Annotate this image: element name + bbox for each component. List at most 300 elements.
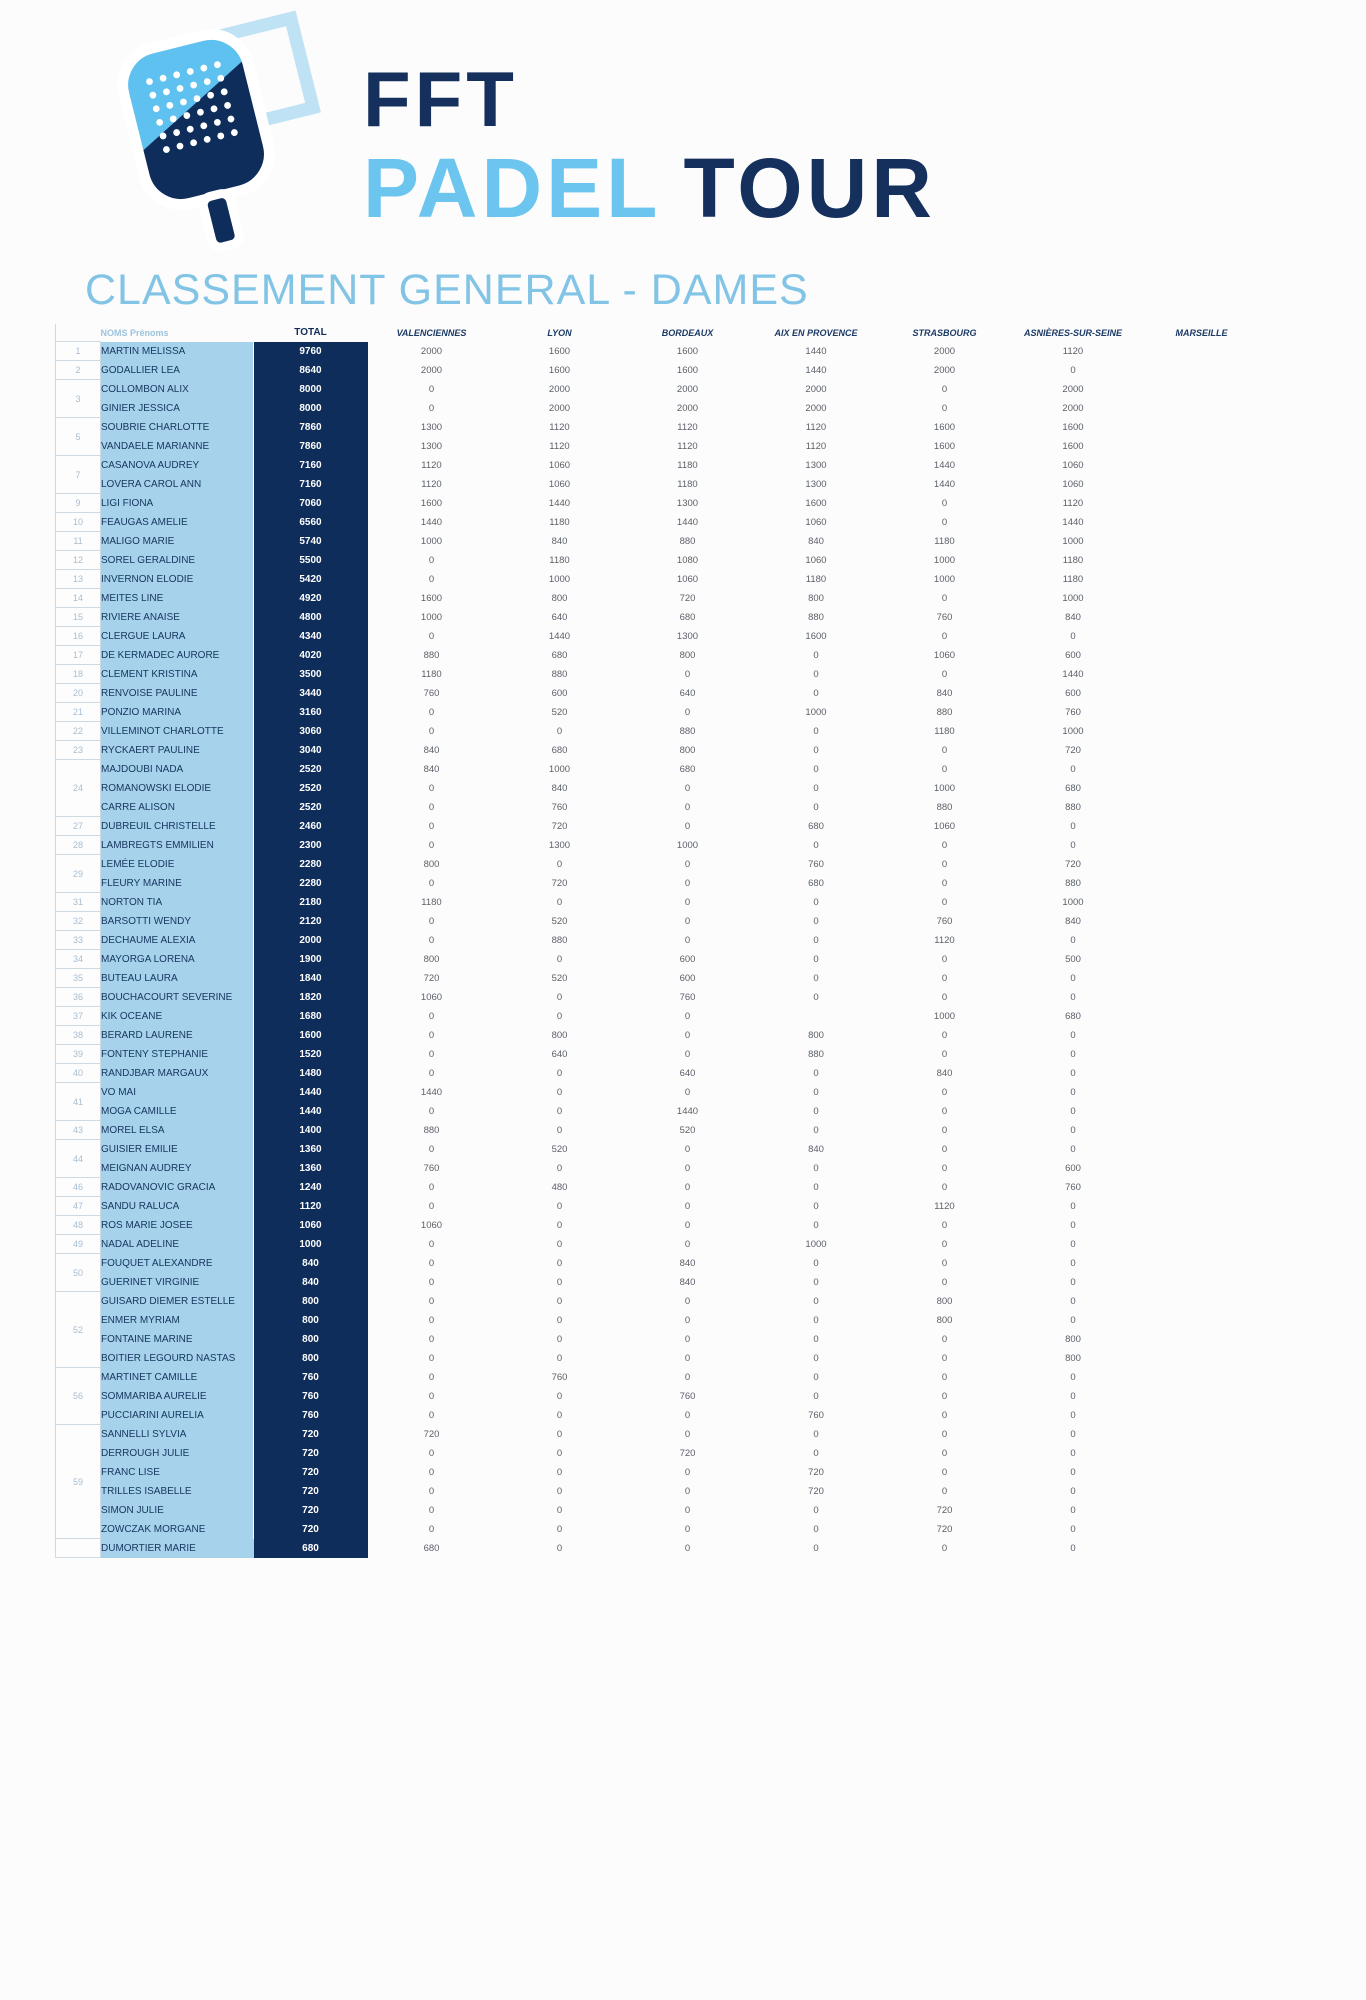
total-points: 1840 (254, 969, 368, 988)
tournament-points-cell: 880 (808, 1048, 824, 1060)
tournament-points-cell: 0 (1070, 630, 1076, 642)
tournament-points-cell (1138, 437, 1266, 456)
total-points: 840 (254, 1273, 368, 1292)
rank-cell: 28 (56, 836, 101, 855)
tournament-points-cell: 0 (813, 801, 819, 813)
tournament-points-cell: 1060 (805, 516, 827, 528)
tournament-points-cell: 0 (813, 1219, 819, 1231)
tournament-points-cell: 1600 (933, 421, 956, 433)
player-name: GUISARD DIEMER ESTELLE (101, 1292, 254, 1311)
player-name: TRILLES ISABELLE (101, 1482, 254, 1501)
tournament-points-cell: 0 (941, 1219, 948, 1231)
player-name: BERARD LAURENE (101, 1026, 254, 1045)
tournament-points-cell: 1300 (676, 497, 699, 509)
tournament-points-cell: 0 (684, 934, 691, 946)
tournament-points-cell: 0 (684, 1542, 691, 1554)
tournament-points-cell: 1120 (934, 1200, 955, 1212)
tournament-points-cell: 1440 (805, 364, 827, 376)
tournament-points-cell: 0 (428, 1352, 435, 1364)
tournament-points-cell: 0 (556, 1409, 563, 1421)
table-row (56, 1501, 1266, 1520)
rank-cell: 46 (56, 1178, 101, 1197)
tournament-points-cell (1138, 931, 1266, 950)
player-name: LIGI FIONA (101, 494, 254, 513)
table-row (56, 1140, 1266, 1159)
tournament-points-cell (1138, 342, 1266, 361)
tournament-points-cell: 0 (1070, 1048, 1076, 1060)
tournament-points-cell (1138, 665, 1266, 684)
table-row (56, 1083, 1266, 1102)
player-name: SOREL GERALDINE (101, 551, 254, 570)
tournament-points-cell: 0 (684, 1409, 691, 1421)
player-name: BOUCHACOURT SEVERINE (101, 988, 254, 1007)
tournament-points-cell: 0 (1070, 1086, 1076, 1098)
tournament-points-cell: 1000 (933, 554, 956, 566)
tournament-points-cell: 0 (1070, 1219, 1076, 1231)
table-row (56, 1311, 1266, 1330)
tournament-points-cell: 0 (813, 1200, 819, 1212)
tournament-points-cell: 0 (684, 1295, 691, 1307)
player-name: GODALLIER LEA (101, 361, 254, 380)
player-name: GUISIER EMILIE (101, 1140, 254, 1159)
tournament-points-cell: 840 (551, 782, 568, 794)
tournament-points-cell: 0 (556, 1067, 563, 1079)
tournament-points-cell: 0 (941, 592, 948, 604)
tournament-points-cell: 680 (1065, 1010, 1081, 1022)
tournament-points-cell: 0 (684, 1428, 691, 1440)
table-row (56, 475, 1266, 494)
player-name: COLLOMBON ALIX (101, 380, 254, 399)
tournament-points-cell: 1060 (933, 649, 956, 661)
player-name: SANNELLI SYLVIA (101, 1425, 254, 1444)
tournament-points-cell: 840 (1065, 611, 1081, 623)
tournament-points-cell (1138, 361, 1266, 380)
tournament-points-cell: 0 (556, 1200, 563, 1212)
logo-tour-text: TOUR (683, 141, 936, 235)
tournament-points-cell: 1000 (1062, 896, 1084, 908)
table-row (56, 1387, 1266, 1406)
rank-cell: 44 (56, 1140, 101, 1178)
tournament-points-cell: 1600 (1062, 421, 1084, 433)
rank-cell: 3 (56, 380, 101, 418)
tournament-points-cell: 480 (551, 1181, 568, 1193)
tournament-points-cell: 680 (423, 1542, 440, 1554)
tournament-points-cell: 0 (1070, 1257, 1076, 1269)
tournament-points-cell: 0 (813, 1276, 819, 1288)
player-name: RADOVANOVIC GRACIA (101, 1178, 254, 1197)
tournament-points-cell: 0 (684, 877, 691, 889)
tournament-points-cell: 0 (941, 668, 948, 680)
player-name: KIK OCEANE (101, 1007, 254, 1026)
rank-cell: 38 (56, 1026, 101, 1045)
tournament-points-cell: 0 (941, 1276, 948, 1288)
tournament-points-cell: 840 (423, 763, 440, 775)
tournament-points-cell: 0 (941, 1485, 948, 1497)
total-points: 1240 (254, 1178, 368, 1197)
tournament-points-cell: 1180 (934, 535, 955, 547)
tournament-points-cell: 720 (808, 1466, 824, 1478)
tournament-points-cell: 1000 (420, 535, 443, 547)
total-points: 2300 (254, 836, 368, 855)
tournament-points-cell: 800 (1065, 1352, 1081, 1364)
tournament-points-cell: 1600 (548, 345, 571, 357)
tournament-points-cell: 1300 (420, 421, 443, 433)
tournament-points-cell: 1440 (548, 497, 571, 509)
tournament-points-cell: 2000 (933, 345, 956, 357)
tournament-points-cell: 0 (556, 953, 563, 965)
tournament-points-cell: 0 (428, 1048, 435, 1060)
tournament-points-cell: 0 (1070, 1485, 1076, 1497)
total-column-header: TOTAL (294, 327, 327, 339)
total-points: 1360 (254, 1140, 368, 1159)
table-row (56, 798, 1266, 817)
tournament-points-cell: 0 (684, 1029, 691, 1041)
player-name: RYCKAERT PAULINE (101, 741, 254, 760)
total-points: 1000 (254, 1235, 368, 1254)
tournament-points-cell: 680 (808, 877, 824, 889)
tournament-points-cell: 0 (1070, 1143, 1076, 1155)
tournament-points-cell: 0 (1070, 1276, 1076, 1288)
tournament-points-cell: 880 (936, 706, 953, 718)
tournament-points-cell: 0 (684, 1086, 691, 1098)
tournament-points-cell: 1440 (676, 1105, 699, 1117)
tournament-points-cell: 0 (556, 1219, 563, 1231)
tournament-points-cell: 0 (813, 1333, 819, 1345)
total-points: 7160 (254, 456, 368, 475)
tournament-points-cell: 0 (813, 1352, 819, 1364)
total-points: 800 (254, 1349, 368, 1368)
tournament-points-cell: 840 (551, 535, 568, 547)
table-row (56, 513, 1266, 532)
tournament-points-cell: 0 (941, 1257, 948, 1269)
total-points: 3500 (254, 665, 368, 684)
table-row (56, 1520, 1266, 1539)
tournament-points-cell: 880 (423, 1124, 440, 1136)
table-row (56, 1406, 1266, 1425)
tournament-points-cell: 1060 (1062, 478, 1084, 490)
player-name: MALIGO MARIE (101, 532, 254, 551)
tournament-points-cell: 0 (941, 1371, 948, 1383)
player-name: LEMÉE ELODIE (101, 855, 254, 874)
tournament-points-cell: 0 (813, 1542, 819, 1554)
tournament-points-cell: 0 (684, 820, 691, 832)
player-name: CARRE ALISON (101, 798, 254, 817)
rank-cell: 37 (56, 1007, 101, 1026)
player-name: SOUBRIE CHARLOTTE (101, 418, 254, 437)
tournament-points-cell: 0 (556, 725, 563, 737)
tournament-points-cell (1138, 494, 1266, 513)
rank-cell: 49 (56, 1235, 101, 1254)
total-points: 8000 (254, 399, 368, 418)
rank-cell (56, 1539, 101, 1558)
tournament-points-cell: 1000 (933, 782, 956, 794)
tournament-points-cell: 0 (684, 1371, 691, 1383)
ranking-table (55, 324, 1266, 1558)
total-points: 1820 (254, 988, 368, 1007)
rank-cell: 1 (56, 342, 101, 361)
total-points: 3160 (254, 703, 368, 722)
player-name: CASANOVA AUDREY (101, 456, 254, 475)
tournament-points-cell: 0 (813, 896, 819, 908)
tournament-points-cell: 1440 (805, 345, 827, 357)
tournament-points-cell: 1120 (805, 440, 827, 452)
tournament-points-cell: 0 (556, 1162, 563, 1174)
tournament-points-cell: 640 (551, 1048, 568, 1060)
tournament-points-cell: 0 (428, 1105, 435, 1117)
tournament-points-cell: 1000 (1062, 592, 1084, 604)
rank-cell: 17 (56, 646, 101, 665)
rank-cell: 18 (56, 665, 101, 684)
tournament-points-cell: 720 (551, 877, 568, 889)
tournament-points-cell: 840 (808, 1143, 824, 1155)
tournament-points-cell: 0 (684, 1466, 691, 1478)
player-name: NORTON TIA (101, 893, 254, 912)
tournament-points-cell: 0 (1070, 820, 1076, 832)
table-row (56, 817, 1266, 836)
tournament-points-cell: 720 (423, 1428, 440, 1440)
tournament-points-cell: 720 (808, 1485, 824, 1497)
tournament-points-cell: 1440 (420, 516, 443, 528)
tournament-points-cell: 0 (684, 1523, 691, 1535)
rank-cell: 11 (56, 532, 101, 551)
tournament-points-cell: 1060 (933, 820, 956, 832)
rank-column-header (56, 324, 101, 342)
tournament-points-cell: 2000 (420, 345, 443, 357)
tournament-points-cell (1138, 1539, 1266, 1558)
tournament-points-cell: 0 (813, 1162, 819, 1174)
tournament-points-cell: 0 (556, 1352, 563, 1364)
tournament-points-cell: 1120 (677, 440, 698, 452)
tournament-points-cell: 800 (936, 1314, 953, 1326)
table-row (56, 1064, 1266, 1083)
table-row (56, 855, 1266, 874)
rank-cell: 34 (56, 950, 101, 969)
tournament-points-cell (1138, 380, 1266, 399)
table-row (56, 456, 1266, 475)
tournament-points-cell: 2000 (805, 402, 827, 414)
tournament-points-cell: 1300 (420, 440, 443, 452)
tournament-points-cell: 0 (813, 1314, 819, 1326)
tournament-points-cell: 0 (1070, 1371, 1076, 1383)
tournament-points-cell: 0 (813, 1504, 819, 1516)
logo-padel-text: PADEL (363, 141, 662, 235)
tournament-points-cell: 720 (679, 1447, 696, 1459)
tournament-points-cell: 0 (428, 915, 435, 927)
tournament-points-cell: 0 (1070, 1466, 1076, 1478)
player-name: MARTIN MELISSA (101, 342, 254, 361)
tournament-points-cell: 1600 (933, 440, 956, 452)
tournament-points-cell: 760 (1065, 706, 1081, 718)
tournament-points-cell: 0 (556, 1523, 563, 1535)
tournament-points-cell: 1120 (677, 421, 698, 433)
tournament-points-cell: 0 (428, 877, 435, 889)
tournament-points-cell: 0 (428, 1295, 435, 1307)
table-row (56, 684, 1266, 703)
tournament-points-cell: 880 (1065, 877, 1081, 889)
tournament-points-cell: 1440 (676, 516, 699, 528)
tournament-points-cell: 720 (1065, 858, 1081, 870)
tournament-points-cell: 0 (556, 896, 563, 908)
tournament-points-cell (1138, 1197, 1266, 1216)
tournament-points-cell: 0 (428, 706, 435, 718)
tournament-points-cell: 0 (428, 383, 435, 395)
player-name: ROS MARIE JOSEE (101, 1216, 254, 1235)
player-name: ROMANOWSKI ELODIE (101, 779, 254, 798)
total-points: 720 (254, 1482, 368, 1501)
tournament-points-cell: 0 (1070, 763, 1076, 775)
tournament-points-cell: 840 (423, 744, 440, 756)
tournament-points-cell (1138, 817, 1266, 836)
tournament-points-cell: 0 (941, 763, 948, 775)
tournament-points-cell: 0 (428, 1067, 435, 1079)
tournament-points-cell: 0 (556, 858, 563, 870)
tournament-points-cell: 840 (936, 687, 953, 699)
tournament-points-cell: 1120 (549, 421, 570, 433)
tournament-points-cell (1138, 589, 1266, 608)
tournament-points-cell: 0 (941, 1105, 948, 1117)
tournament-points-cell: 1120 (421, 478, 442, 490)
tournament-points-cell: 0 (428, 554, 435, 566)
tournament-points-cell: 0 (428, 1181, 435, 1193)
tournament-points-cell: 0 (813, 668, 819, 680)
tournament-points-cell: 720 (423, 972, 440, 984)
tournament-points-cell: 760 (808, 858, 824, 870)
table-row (56, 1216, 1266, 1235)
tournament-points-cell: 0 (941, 630, 948, 642)
tournament-points-cell: 720 (936, 1504, 953, 1516)
tournament-points-cell: 1060 (1062, 459, 1084, 471)
tournament-points-cell: 1120 (1062, 345, 1084, 357)
tournament-points-cell: 880 (679, 725, 696, 737)
tournament-points-cell: 0 (941, 1333, 948, 1345)
tournament-points-cell: 1180 (1062, 554, 1084, 566)
table-row (56, 760, 1266, 779)
tournament-points-cell (1138, 722, 1266, 741)
tournament-points-cell: 1060 (548, 478, 571, 490)
tournament-points-cell: 760 (551, 801, 568, 813)
tournament-points-cell (1138, 1368, 1266, 1387)
player-name: BUTEAU LAURA (101, 969, 254, 988)
city-column-header: AIX EN PROVENCE (774, 327, 858, 338)
tournament-points-cell: 520 (551, 915, 568, 927)
tournament-points-cell: 0 (556, 1447, 563, 1459)
total-points: 760 (254, 1387, 368, 1406)
tournament-points-cell: 1180 (805, 573, 827, 585)
rank-cell: 48 (56, 1216, 101, 1235)
tournament-points-cell: 0 (1070, 1542, 1076, 1554)
table-row (56, 1368, 1266, 1387)
tournament-points-cell: 1000 (548, 763, 571, 775)
total-points: 3060 (254, 722, 368, 741)
tournament-points-cell: 760 (423, 687, 440, 699)
tournament-points-cell: 0 (941, 1029, 948, 1041)
tournament-points-cell: 0 (813, 991, 819, 1003)
tournament-points-cell: 0 (428, 1010, 435, 1022)
city-column-header: VALENCIENNES (396, 327, 467, 338)
tournament-points-cell: 680 (679, 763, 696, 775)
rank-cell: 56 (56, 1368, 101, 1425)
tournament-points-cell (1138, 1292, 1266, 1311)
tournament-points-cell: 1000 (676, 839, 699, 851)
tournament-points-cell: 0 (813, 953, 819, 965)
tournament-points-cell: 2000 (676, 402, 699, 414)
tournament-points-cell: 0 (556, 1276, 563, 1288)
total-points: 2460 (254, 817, 368, 836)
tournament-points-cell: 0 (813, 1371, 819, 1383)
tournament-points-cell: 640 (679, 687, 696, 699)
total-points: 7060 (254, 494, 368, 513)
tournament-points-cell (1138, 703, 1266, 722)
rank-cell: 24 (56, 760, 101, 817)
rank-cell: 13 (56, 570, 101, 589)
tournament-points-cell: 640 (679, 1067, 696, 1079)
tournament-points-cell: 0 (684, 706, 691, 718)
tournament-points-cell: 1120 (421, 459, 442, 471)
total-points: 4920 (254, 589, 368, 608)
tournament-points-cell: 1120 (934, 934, 955, 946)
tournament-points-cell: 0 (1070, 934, 1076, 946)
tournament-points-cell: 0 (1070, 1067, 1076, 1079)
tournament-points-cell: 0 (684, 1162, 691, 1174)
player-name: ZOWCZAK MORGANE (101, 1520, 254, 1539)
table-row (56, 950, 1266, 969)
tournament-points-cell: 1440 (548, 630, 571, 642)
table-row (56, 1444, 1266, 1463)
ranking-table-body (56, 342, 1266, 1558)
tournament-points-cell: 0 (428, 801, 435, 813)
tournament-points-cell (1138, 627, 1266, 646)
rank-cell: 10 (56, 513, 101, 532)
total-points: 720 (254, 1520, 368, 1539)
rank-cell: 5 (56, 418, 101, 456)
tournament-points-cell: 0 (428, 1504, 435, 1516)
tournament-points-cell: 840 (679, 1276, 696, 1288)
tournament-points-cell (1138, 988, 1266, 1007)
tournament-points-cell: 0 (941, 1428, 948, 1440)
tournament-points-cell (1138, 1349, 1266, 1368)
total-points: 4020 (254, 646, 368, 665)
total-points: 2280 (254, 874, 368, 893)
player-name: MARTINET CAMILLE (101, 1368, 254, 1387)
rank-cell: 43 (56, 1121, 101, 1140)
tournament-points-cell: 520 (551, 972, 568, 984)
tournament-points-cell: 0 (941, 858, 948, 870)
tournament-points-cell: 0 (941, 1447, 948, 1459)
tournament-points-cell: 1180 (549, 516, 570, 528)
tournament-points-cell: 0 (941, 953, 948, 965)
tournament-points-cell: 0 (813, 1428, 819, 1440)
tournament-points-cell: 0 (1070, 1523, 1076, 1535)
tournament-points-cell: 800 (808, 592, 824, 604)
tournament-points-cell: 0 (684, 782, 691, 794)
player-name: BARSOTTI WENDY (101, 912, 254, 931)
tournament-points-cell: 0 (941, 1048, 948, 1060)
tournament-points-cell (1138, 1501, 1266, 1520)
total-points: 800 (254, 1330, 368, 1349)
tournament-points-cell: 2000 (548, 402, 571, 414)
tournament-points-cell: 500 (1065, 953, 1081, 965)
tournament-points-cell: 0 (556, 1124, 563, 1136)
tournament-points-cell (1138, 1102, 1266, 1121)
table-row (56, 361, 1266, 380)
tournament-points-cell: 1600 (548, 364, 571, 376)
tournament-points-cell (1138, 760, 1266, 779)
tournament-points-cell: 0 (428, 1029, 435, 1041)
page-title: CLASSEMENT GENERAL - DAMES (85, 266, 809, 314)
tournament-points-cell: 680 (551, 649, 568, 661)
tournament-points-cell: 1120 (805, 421, 827, 433)
tournament-points-cell: 0 (428, 630, 435, 642)
